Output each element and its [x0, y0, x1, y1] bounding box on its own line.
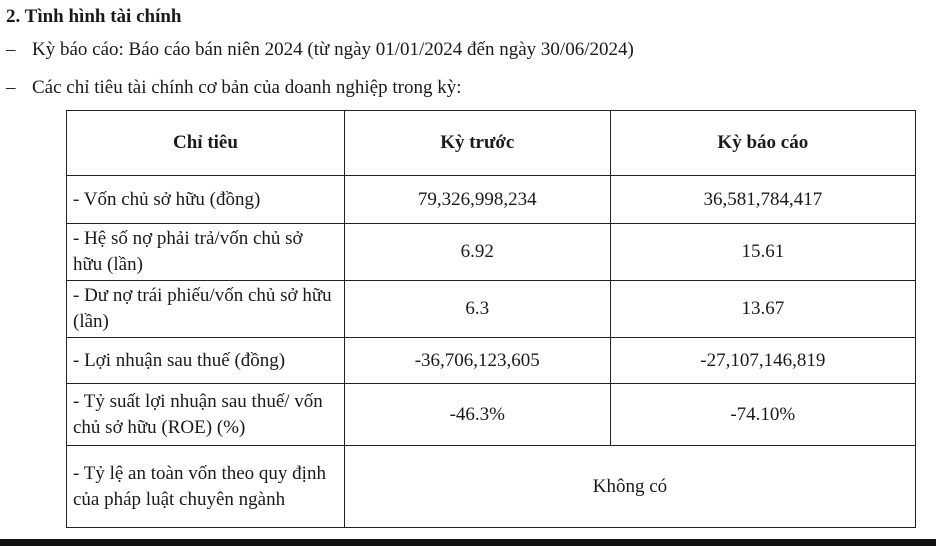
- table-row: [67, 384, 916, 446]
- row-previous-value: -46.3%: [344, 384, 610, 446]
- table-row: [67, 281, 916, 338]
- table-row: [67, 176, 916, 224]
- row-previous-value: 6.92: [344, 224, 610, 281]
- row-previous-value: 6.3: [344, 281, 610, 338]
- row-previous-value: -36,706,123,605: [344, 338, 610, 384]
- header-indicator: Chỉ tiêu: [67, 111, 345, 176]
- bullet-dash: –: [6, 39, 16, 60]
- header-previous-period: Kỳ trước: [344, 111, 610, 176]
- reporting-period-line: [6, 39, 634, 61]
- reporting-period-text: Kỳ báo cáo: Báo cáo bán niên 2024 (từ ngày 01/01/2024 đến ngày 30/06/2024): [32, 39, 634, 60]
- row-label: - Dư nợ trái phiếu/vốn chủ sở hữu (lần): [67, 281, 345, 338]
- section-heading: 2. Tình hình tài chính: [6, 6, 182, 27]
- row-label: - Vốn chủ sở hữu (đồng): [67, 176, 345, 224]
- row-current-value: 15.61: [610, 224, 915, 281]
- indicators-intro-line: [6, 77, 462, 99]
- row-current-value: -74.10%: [610, 384, 915, 446]
- row-label: - Tỷ suất lợi nhuận sau thuế/ vốn chủ sở hữu (ROE) (%): [67, 384, 345, 446]
- header-reporting-period: Kỳ báo cáo: [610, 111, 915, 176]
- row-merged-value: Không có: [344, 446, 915, 528]
- row-current-value: 36,581,784,417: [610, 176, 915, 224]
- indicators-intro-text: Các chỉ tiêu tài chính cơ bản của doanh nghiệp trong kỳ:: [32, 77, 462, 98]
- financial-indicators-table: [66, 110, 916, 528]
- row-label: - Hệ số nợ phải trả/vốn chủ sở hữu (lần): [67, 224, 345, 281]
- table-row: [67, 338, 916, 384]
- table-header-row: [67, 111, 916, 176]
- row-current-value: -27,107,146,819: [610, 338, 915, 384]
- bullet-dash: –: [6, 77, 16, 98]
- row-label: - Tỷ lệ an toàn vốn theo quy định của pháp luật chuyên ngành: [67, 446, 345, 528]
- row-previous-value: 79,326,998,234: [344, 176, 610, 224]
- row-label: - Lợi nhuận sau thuế (đồng): [67, 338, 345, 384]
- row-current-value: 13.67: [610, 281, 915, 338]
- bottom-edge-bar: [0, 539, 936, 546]
- table-row: [67, 446, 916, 528]
- table-row: [67, 224, 916, 281]
